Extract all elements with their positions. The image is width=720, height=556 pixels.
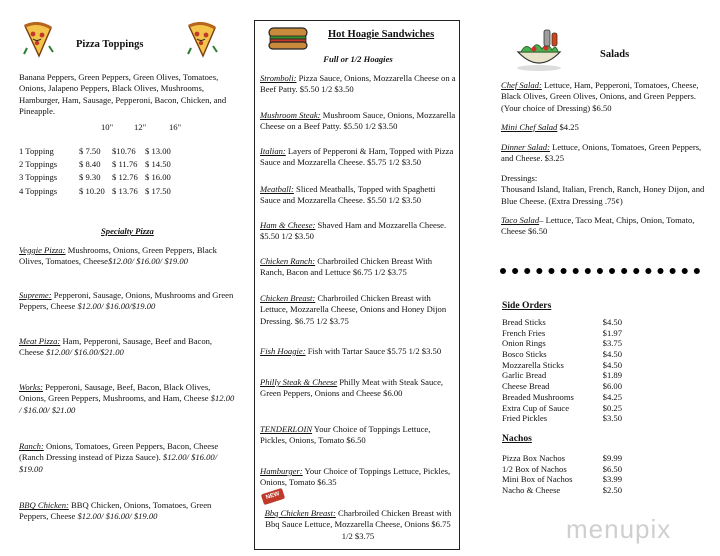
side-order-row — [502, 328, 622, 339]
side-orders-title: Side Orders — [502, 300, 552, 311]
specialty-item — [19, 245, 237, 268]
item-name: Garlic Bread — [502, 370, 547, 381]
salad-item — [501, 215, 713, 238]
item-name: Onion Rings — [502, 338, 546, 349]
row-label: 3 Toppings — [19, 172, 58, 183]
price-12: $10.76 — [112, 146, 136, 156]
nachos-title: Nachos — [502, 433, 532, 444]
item-desc: Pizza Sauce, Onions, Mozzarella Cheese on a Beef Patty. $5.50 1/2 $3.50 — [260, 73, 456, 95]
hoagie-item — [260, 377, 456, 400]
item-name: TENDERLOIN — [260, 424, 313, 434]
item-name: Chicken Ranch: — [260, 256, 316, 266]
price-10: $ 10.20 — [79, 185, 105, 196]
item-name: Meatball: — [260, 184, 294, 194]
item-name: French Fries — [502, 327, 546, 338]
hoagie-item — [260, 293, 456, 327]
hoagie-subtitle: Full or 1/2 Hoagies — [323, 54, 393, 64]
item-name: Fish Hoagie: — [260, 346, 306, 356]
item-name: 1/2 Box of Nachos — [502, 463, 567, 474]
item-price: $1.89 — [602, 370, 622, 381]
price-row — [19, 172, 199, 185]
item-price: $1.97 — [602, 327, 622, 338]
side-order-row — [502, 360, 622, 371]
item-desc: Charbroiled Chicken Breast with Lettuce, Mozzarella Cheese, Onions and Honey Dijon Dressing. $6.75 1/2 $3.75 — [260, 293, 447, 326]
item-desc: – Lettuce, Taco Meat, Chips, Onion, Tomato, Cheese $6.50 — [501, 215, 695, 237]
item-desc: Mushroom Sauce, Onions, Mozzarella Cheese on a Beef Patty. $5.50 1/2 $3.50 — [260, 110, 456, 132]
hoagie-item — [260, 424, 456, 447]
item-price: $4.50 — [602, 359, 622, 370]
nacho-row — [502, 474, 622, 485]
nacho-row — [502, 464, 622, 475]
salad-item — [501, 122, 713, 133]
row-label: 4 Toppings — [19, 185, 58, 196]
item-desc: Fish with Tartar Sauce $5.75 1/2 $3.50 — [305, 346, 442, 356]
item-desc: Layers of Pepperoni & Ham, Topped with Pizza Sauce and Mozzarella Cheese. $5.75 1/2 $3.50 — [260, 146, 454, 168]
price-12: $ 12.76 — [112, 172, 138, 183]
hoagie-item — [260, 346, 456, 357]
side-order-row — [502, 403, 622, 414]
item-name: Cheese Bread — [502, 381, 550, 392]
item-name: Italian: — [260, 146, 286, 156]
item-price: $12.00/ $16.00/ $19.00 — [19, 452, 218, 474]
item-price: $12.00/ $16.00/$21.00 — [45, 347, 124, 358]
specialty-pizza-title: Specialty Pizza — [101, 226, 154, 236]
nachos-list — [502, 453, 622, 496]
item-name: BBQ Chicken: — [19, 500, 69, 510]
item-price: $4.50 — [602, 349, 622, 360]
item-name: Works: — [19, 382, 44, 392]
item-name: Fried Pickles — [502, 413, 548, 424]
section-divider — [500, 268, 700, 276]
item-desc: Pepperoni, Sausage, Beef, Bacon, Black Olives, Onions, Green Peppers, Mushrooms, and Ham, Cheese — [19, 382, 211, 404]
menupix-watermark: menupix — [566, 514, 672, 544]
item-name: Hamburger: — [260, 466, 303, 476]
size-header-row — [19, 122, 199, 133]
hoagie-item — [260, 184, 456, 207]
item-desc: Lettuce, Onions, Tomatoes, Green Peppers, and Cheese. $3.25 — [501, 142, 702, 164]
item-desc: Charbroiled Chicken Breast With Ranch, Bacon and Lettuce $6.75 1/2 $3.75 — [260, 256, 433, 278]
dressings-list: Thousand Island, Italian, French, Ranch, Honey Dijon, and Blue Cheese. (Extra Dressing .75¢) — [501, 184, 705, 206]
item-name: Mushroom Steak: — [260, 110, 321, 120]
hoagie-item — [260, 220, 456, 243]
specialty-item — [19, 336, 237, 359]
item-desc: BBQ Chicken, Onions, Tomatoes, Green Peppers, Cheese — [19, 500, 212, 522]
item-price: $6.00 — [602, 381, 622, 392]
side-order-row — [502, 381, 622, 392]
side-order-row — [502, 349, 622, 360]
pizza-slice-icon — [22, 22, 54, 58]
hoagie-item — [260, 73, 456, 96]
item-desc: Onions, Tomatoes, Green Peppers, Bacon, Cheese (Ranch Dressing instead of Pizza Sauce). — [19, 441, 219, 463]
price-row — [19, 159, 199, 172]
item-desc: Pepperoni, Sausage, Onions, Mushrooms and Green Peppers, Cheese — [19, 290, 234, 312]
item-price: $9.99 — [602, 453, 622, 463]
item-desc: Sliced Meatballs, Topped with Spaghetti Sauce and Mozzarella Cheese. $5.50 1/2 $3.50 — [260, 184, 436, 206]
item-name: Pizza Box Nachos — [502, 453, 566, 463]
item-name: Mini Box of Nachos — [502, 474, 573, 485]
row-label: 2 Toppings — [19, 159, 58, 170]
item-name: Breaded Mushrooms — [502, 391, 574, 402]
item-name: Nacho & Cheese — [502, 485, 561, 496]
size-12: 12" — [134, 122, 147, 132]
item-price: $6.50 — [602, 463, 622, 474]
hoagie-column — [254, 20, 460, 550]
price-10: $ 8.40 — [79, 159, 101, 170]
item-name: Dinner Salad: — [501, 142, 550, 152]
item-desc: Your Choice of Toppings Lettuce, Pickles, Onions, Tomato $6.35 — [260, 466, 451, 488]
pizza-toppings-title: Pizza Toppings — [76, 39, 144, 50]
item-price: $0.25 — [602, 402, 622, 413]
side-order-row — [502, 338, 622, 349]
item-price: $12.00/ $16.00/ $19.00 — [107, 256, 188, 267]
specialty-item — [19, 290, 237, 313]
item-price: $2.50 — [602, 485, 622, 496]
side-order-row — [502, 413, 622, 424]
item-name: Bosco Sticks — [502, 349, 547, 360]
pizza-price-table — [19, 146, 199, 199]
salad-item — [501, 80, 713, 114]
side-order-row — [502, 317, 622, 328]
item-price: $3.75 — [602, 338, 622, 349]
item-desc: Charbroiled Chicken Breast with Bbq Sauce Lettuce, Mozzarella Cheese, Onions $6.75 1/2 $3.75 — [265, 508, 452, 541]
price-12: $ 13.76 — [112, 185, 138, 196]
item-name: Chicken Breast: — [260, 293, 316, 303]
nacho-row — [502, 485, 622, 496]
price-10: $ 9.30 — [79, 172, 101, 183]
price-row — [19, 146, 199, 159]
dressings-block — [501, 173, 713, 207]
hoagie-item — [260, 466, 456, 489]
price-16: $ 14.50 — [145, 159, 171, 170]
item-price: $12.00/ $16.00/ $19.00 — [77, 511, 158, 522]
salad-bowl-icon — [514, 28, 564, 72]
row-label: 1 Topping — [19, 146, 54, 156]
hoagie-item — [260, 110, 456, 133]
item-name: Supreme: — [19, 290, 52, 300]
item-name: Ranch: — [19, 441, 44, 451]
salads-title: Salads — [600, 49, 630, 60]
toppings-list: Banana Peppers, Green Peppers, Green Olives, Tomatoes, Onions, Jalapeno Peppers, Black Olives, Mushrooms, Hamburger, Ham, Sausage, Pepperoni, Bacon, Chicken, and Pineapple. — [19, 72, 227, 117]
item-name: Veggie Pizza: — [19, 245, 66, 255]
size-16: 16" — [169, 122, 182, 132]
side-order-row — [502, 370, 622, 381]
specialty-item — [19, 441, 237, 475]
item-desc: Shaved Ham and Mozzarella Cheese. $5.50 1/2 $3.50 — [260, 220, 447, 242]
hoagie-title: Hot Hoagie Sandwiches — [328, 29, 435, 40]
item-name: Mozzarella Sticks — [502, 359, 564, 370]
item-price: $12.00 / $16.00/ $21.00 — [19, 393, 235, 415]
price-10: $ 7.50 — [79, 146, 101, 156]
item-desc: Your Choice of Toppings Lettuce, Pickles, Onions, Tomato $6.50 — [260, 424, 431, 446]
hoagie-item — [260, 508, 456, 542]
item-name: Philly Steak & Cheese — [260, 377, 338, 387]
pizza-slice-icon — [186, 22, 218, 58]
item-desc: $4.25 — [557, 122, 579, 132]
item-name: Ham & Cheese: — [260, 220, 316, 230]
item-name: Bread Sticks — [502, 317, 546, 327]
price-16: $ 13.00 — [145, 146, 171, 156]
price-row — [19, 186, 199, 199]
dressings-label: Dressings: — [501, 173, 538, 183]
item-price: $4.50 — [602, 317, 622, 327]
item-desc: Philly Meat with Steak Sauce, Green Peppers, Onions and Cheese $6.00 — [260, 377, 444, 399]
specialty-item — [19, 500, 237, 523]
hoagie-item — [260, 256, 456, 279]
item-name: Meat Pizza: — [19, 336, 61, 346]
item-name: Extra Cup of Sauce — [502, 402, 570, 413]
nacho-row — [502, 453, 622, 464]
side-order-row — [502, 392, 622, 403]
item-price: $3.99 — [602, 474, 622, 485]
price-16: $ 16.00 — [145, 172, 171, 183]
price-12: $ 11.76 — [112, 159, 138, 170]
new-badge: NEW — [261, 488, 285, 505]
item-desc: Mushrooms, Onions, Green Peppers, Black Olives, Tomatoes, Cheese — [19, 245, 217, 267]
item-price: $4.25 — [602, 391, 622, 402]
price-16: $ 17.50 — [145, 185, 171, 196]
salad-item — [501, 142, 713, 165]
item-name: Bbq Chicken Breast: — [264, 508, 336, 518]
item-name: Stromboli: — [260, 73, 297, 83]
hoagie-sandwich-icon — [268, 25, 308, 51]
specialty-item — [19, 382, 237, 416]
item-name: Taco Salad — [501, 215, 540, 225]
hoagie-item — [260, 146, 456, 169]
item-desc: Ham, Pepperoni, Sausage, Beef and Bacon, Cheese — [19, 336, 213, 358]
size-10: 10" — [101, 122, 114, 132]
item-name: Chef Salad: — [501, 80, 542, 90]
item-price: $3.50 — [602, 413, 622, 424]
side-orders-list — [502, 317, 622, 424]
item-name: Mini Chef Salad — [501, 122, 558, 132]
item-desc: Lettuce, Ham, Pepperoni, Tomatoes, Cheese, Black Olives, Green Olives, Onions, and Green Peppers. (Your choice of Dressing) $6.50 — [501, 80, 699, 113]
item-price: $12.00/ $16.00/$19.00 — [77, 301, 156, 312]
